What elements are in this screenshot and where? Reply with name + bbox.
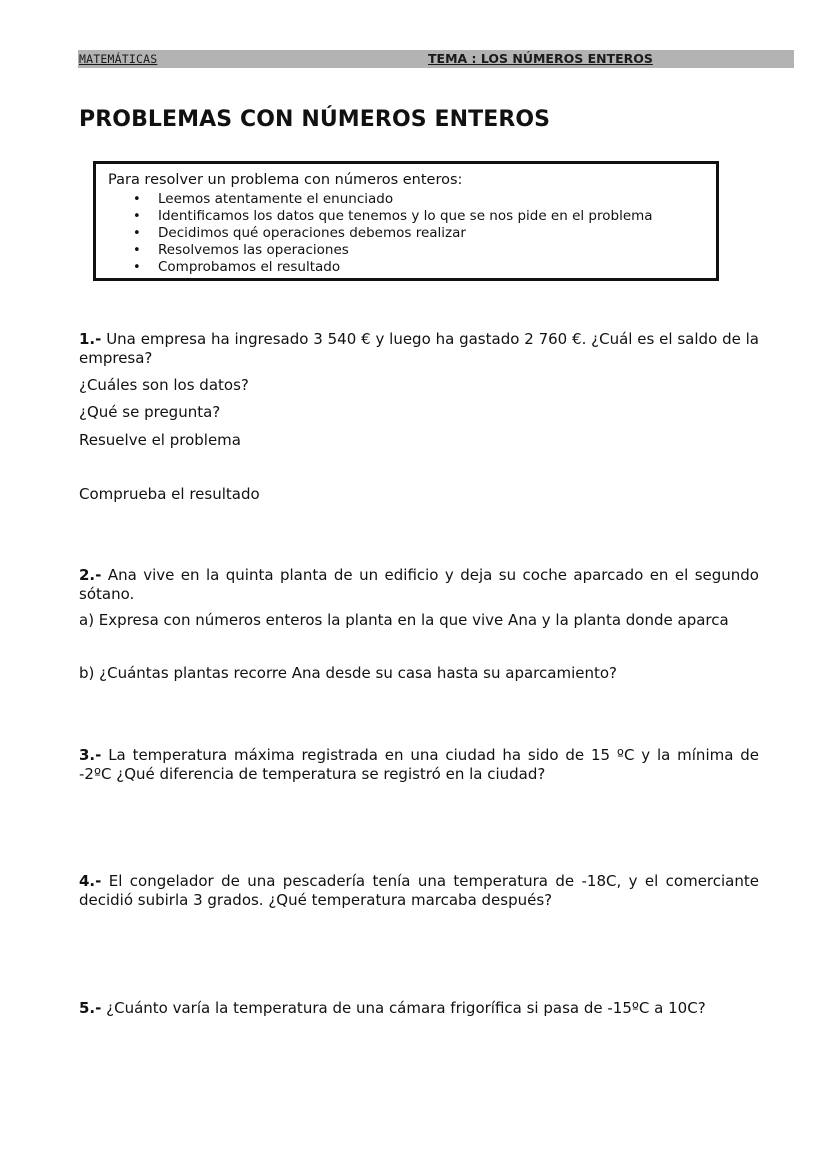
problem-number: 5.- — [79, 999, 102, 1017]
steps-list — [133, 191, 653, 276]
problem-2-part-b: b) ¿Cuántas plantas recorre Ana desde su casa hasta su aparcamiento? — [79, 664, 617, 682]
step-item — [133, 191, 653, 208]
problem-number: 3.- — [79, 746, 102, 764]
instructions-box — [93, 161, 719, 281]
step-item — [133, 225, 653, 242]
problem-text: El congelador de una pescadería tenía una temperatura de -18C, y el comerciante decidió subirla 3 grados. ¿Qué temperatura marcaba después? — [79, 872, 759, 909]
problem-1-statement — [79, 330, 759, 368]
problem-number: 2.- — [79, 566, 102, 584]
problem-1-prompt-question: ¿Qué se pregunta? — [79, 403, 221, 421]
instructions-intro: Para resolver un problema con números enteros: — [108, 172, 463, 188]
step-text: Decidimos qué operaciones debemos realizar — [158, 225, 466, 241]
bullet-icon: • — [133, 260, 141, 275]
problem-4-statement — [79, 872, 759, 910]
step-text: Resolvemos las operaciones — [158, 242, 349, 258]
problem-1-prompt-data: ¿Cuáles son los datos? — [79, 376, 249, 394]
step-item — [133, 259, 653, 276]
step-text: Leemos atentamente el enunciado — [158, 191, 394, 207]
bullet-icon: • — [133, 243, 141, 258]
problem-2-part-a: a) Expresa con números enteros la planta en la que vive Ana y la planta donde aparca — [79, 611, 729, 629]
step-item — [133, 208, 653, 225]
problem-1-prompt-check: Comprueba el resultado — [79, 485, 260, 503]
header-subject: MATEMÁTICAS — [79, 52, 158, 66]
bullet-icon: • — [133, 209, 141, 224]
page-title: PROBLEMAS CON NÚMEROS ENTEROS — [79, 107, 551, 132]
problem-2-statement — [79, 566, 759, 604]
problem-1-prompt-solve: Resuelve el problema — [79, 431, 241, 449]
problem-text: Ana vive en la quinta planta de un edificio y deja su coche aparcado en el segundo sótano. — [79, 566, 759, 603]
header-topic: TEMA : LOS NÚMEROS ENTEROS — [428, 51, 653, 66]
problem-5-statement — [79, 999, 759, 1018]
bullet-icon: • — [133, 226, 141, 241]
problem-text: La temperatura máxima registrada en una ciudad ha sido de 15 ºC y la mínima de -2ºC ¿Qué diferencia de temperatura se registró en la ciudad? — [79, 746, 759, 783]
problem-text: ¿Cuánto varía la temperatura de una cámara frigorífica si pasa de -15ºC a 10C? — [101, 999, 706, 1017]
bullet-icon: • — [133, 192, 141, 207]
problem-number: 1.- — [79, 330, 102, 348]
step-text: Identificamos los datos que tenemos y lo que se nos pide en el problema — [158, 208, 653, 224]
problem-text: Una empresa ha ingresado 3 540 € y luego ha gastado 2 760 €. ¿Cuál es el saldo de la empresa? — [79, 330, 759, 367]
problem-3-statement — [79, 746, 759, 784]
problem-number: 4.- — [79, 872, 102, 890]
step-text: Comprobamos el resultado — [158, 259, 341, 275]
step-item — [133, 242, 653, 259]
